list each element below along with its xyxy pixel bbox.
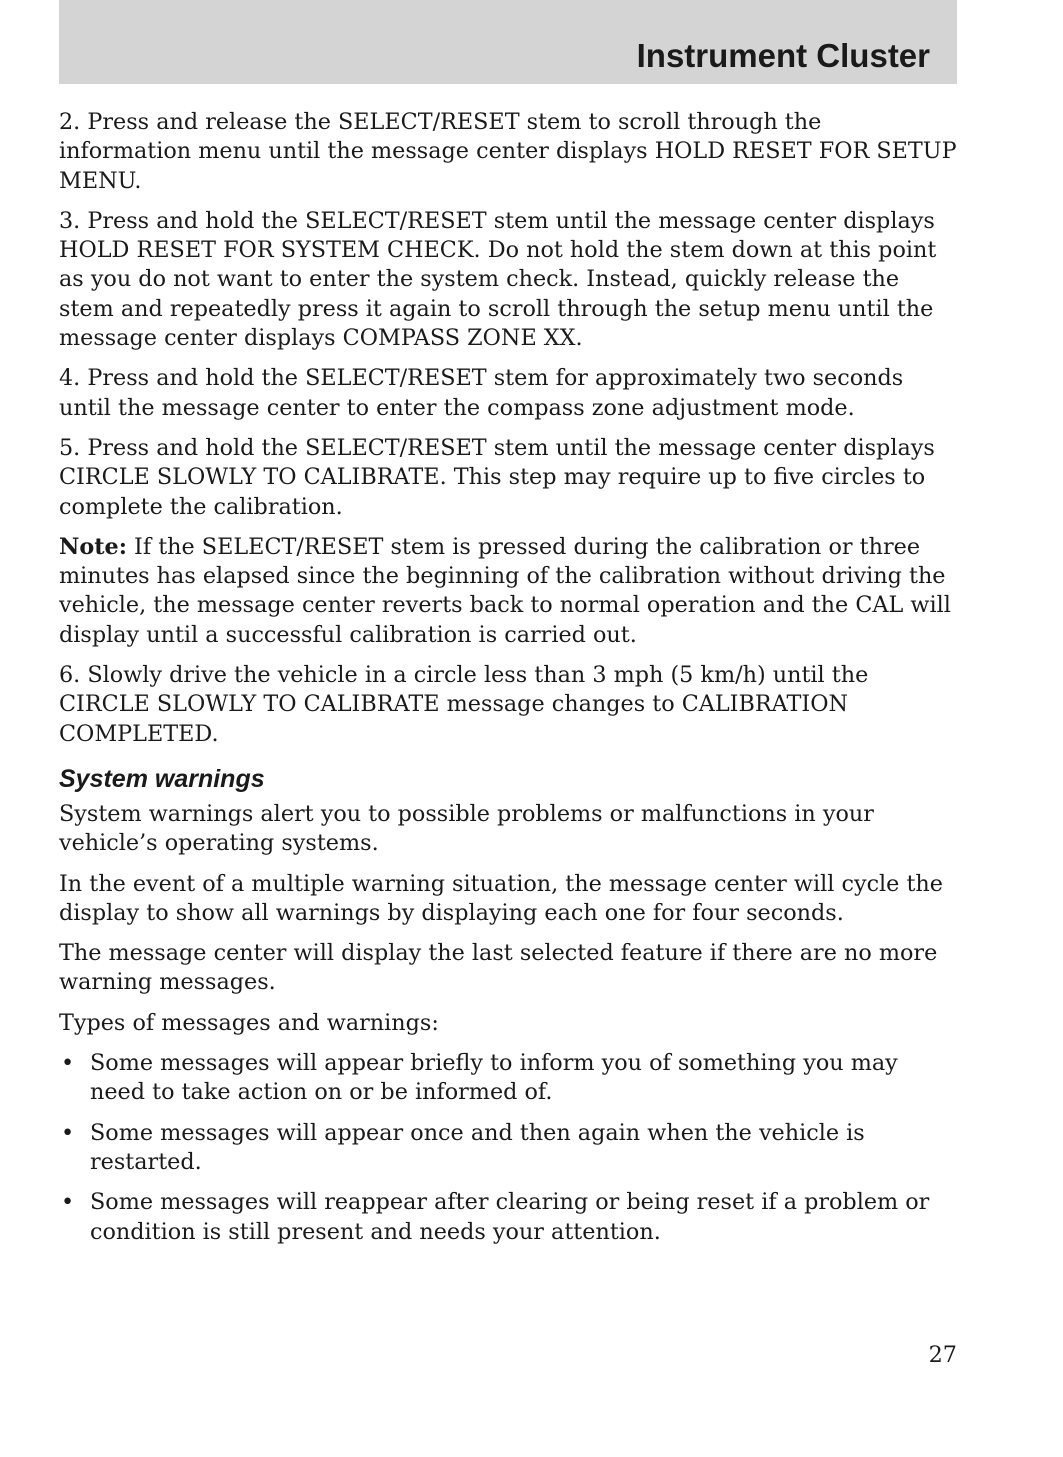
message-types-list — [59, 1049, 957, 1247]
step-4: 4. Press and hold the SELECT/RESET stem for approximately two seconds until the message center to enter the compass zone adjustment mode. — [59, 365, 904, 421]
list-item — [59, 1049, 957, 1108]
header-bar — [59, 0, 957, 84]
system-warnings-heading: System warnings — [59, 764, 265, 793]
message-types-lead: Types of messages and warnings: — [59, 1009, 439, 1036]
page-title: Instrument Cluster — [636, 37, 930, 74]
bullet-icon: • — [61, 1050, 75, 1077]
step-2: 2. Press and release the SELECT/RESET stem to scroll through the information menu until the message center displays HOLD RESET FOR SETUP MENU. — [59, 109, 957, 194]
multiple-warning-paragraph: In the event of a multiple warning situation, the message center will cycle the display to show all warnings by displaying each one for four seconds. — [59, 870, 943, 926]
list-item-text: Some messages will appear briefly to inform you of something you may need to take action on or be informed of. — [90, 1050, 898, 1106]
list-item-text: Some messages will reappear after clearing or being reset if a problem or condition is still present and needs your attention. — [90, 1189, 930, 1245]
page-body — [59, 108, 957, 1258]
last-feature-paragraph: The message center will display the last selected feature if there are no more warning messages. — [59, 940, 938, 996]
bullet-icon: • — [61, 1119, 75, 1146]
step-5: 5. Press and hold the SELECT/RESET stem until the message center displays CIRCLE SLOWLY TO CALIBRATE. This step may require up to five circles to complete the calibration. — [59, 434, 935, 520]
step-3: 3. Press and hold the SELECT/RESET stem until the message center displays HOLD RESET FOR SYSTEM CHECK. Do not hold the stem down at this point as you do not want to enter the system check. Instead, quickly release the stem and repeatedly press it again to scroll through the setup menu until the message center displays COMPASS ZONE XX. — [59, 207, 937, 352]
list-item — [59, 1188, 957, 1247]
list-item-text: Some messages will appear once and then again when the vehicle is restarted. — [90, 1119, 865, 1175]
note-label: Note: — [59, 533, 127, 560]
bullet-icon: • — [61, 1189, 75, 1216]
system-warnings-intro: System warnings alert you to possible problems or malfunctions in your vehicle’s operating systems. — [59, 800, 874, 857]
list-item — [59, 1119, 957, 1178]
note-text: If the SELECT/RESET stem is pressed during the calibration or three minutes has elapsed since the beginning of the calibration without driving the vehicle, the message center reverts back to normal operation and the CAL will display until a successful calibration is carried out. — [59, 533, 951, 648]
step-6: 6. Slowly drive the vehicle in a circle less than 3 mph (5 km/h) until the CIRCLE SLOWLY TO CALIBRATE message changes to CALIBRATION COMPLETED. — [59, 662, 869, 747]
calibration-note — [59, 533, 957, 650]
page-number: 27 — [928, 1342, 957, 1368]
